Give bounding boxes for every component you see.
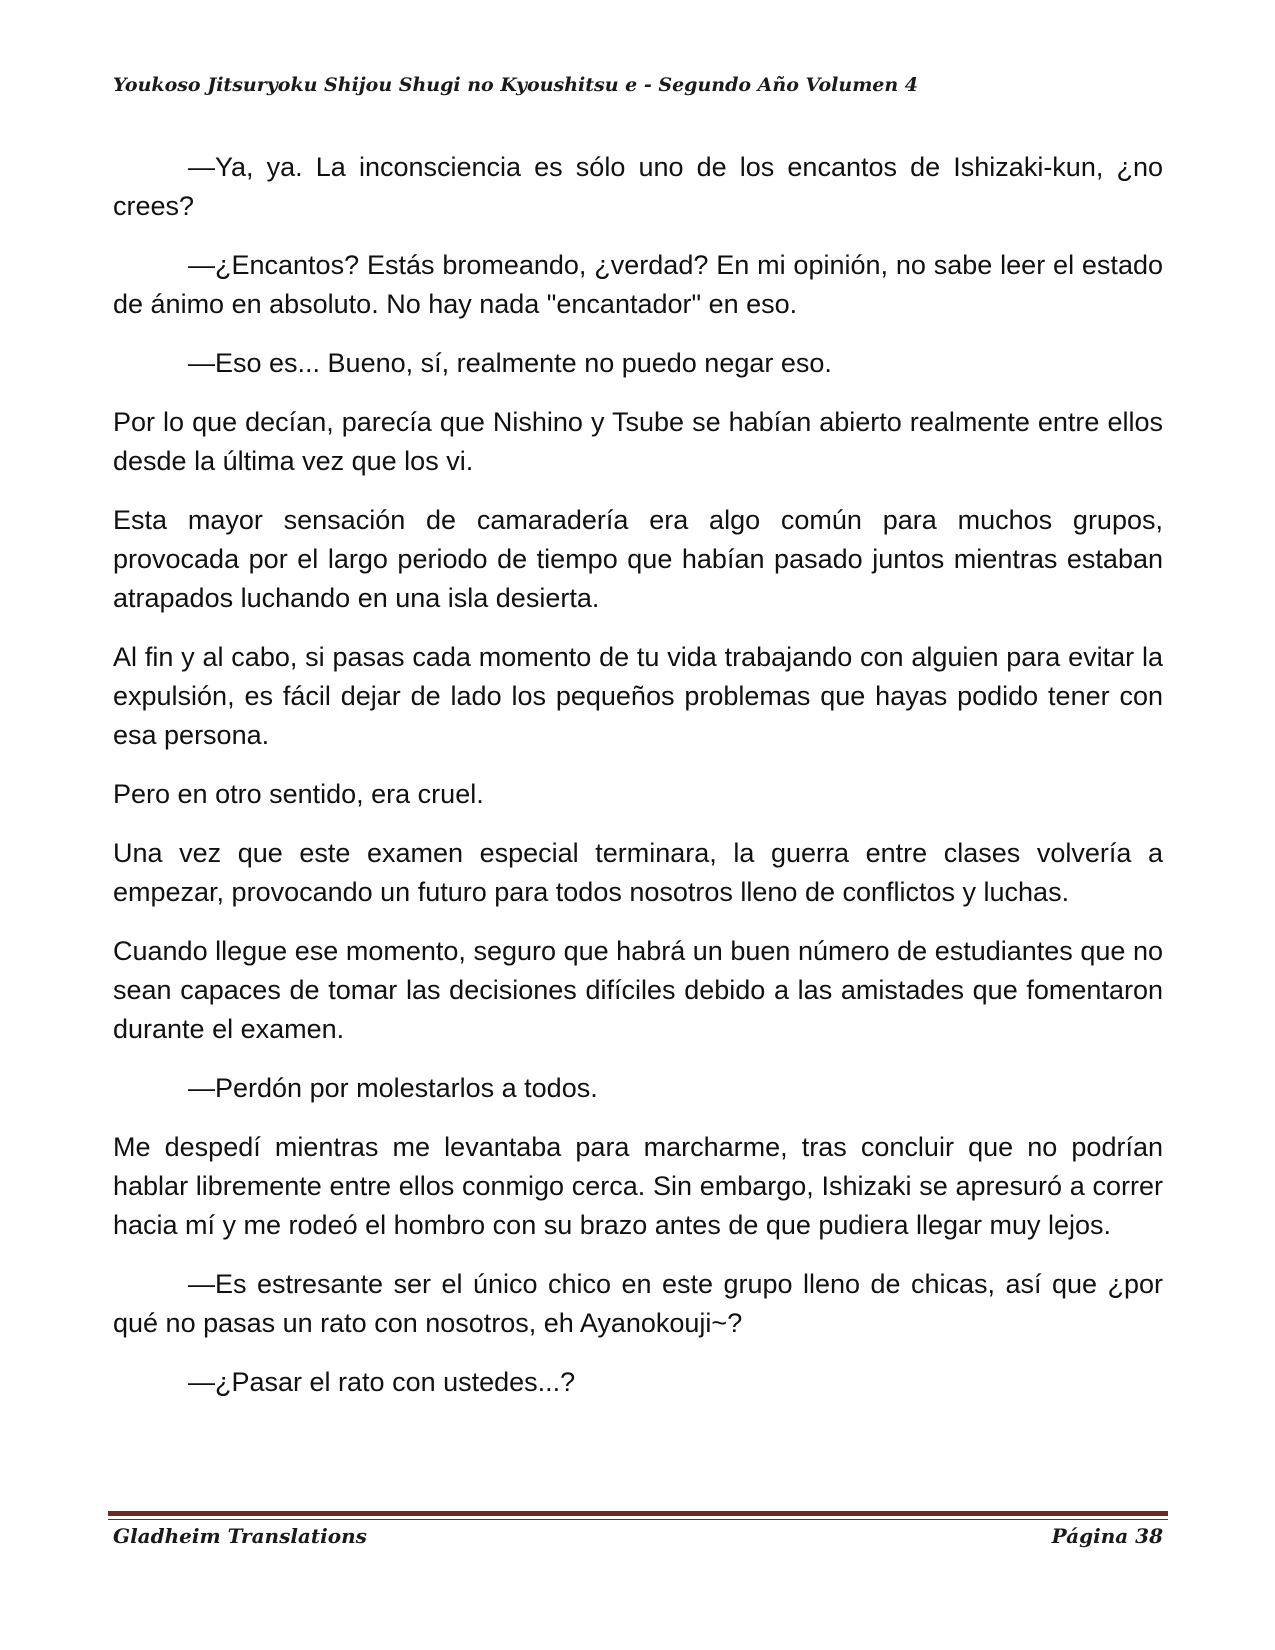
paragraph: —Es estresante ser el único chico en este grupo lleno de chicas, así que ¿por qué no pasas un rato con nosotros, eh Ayanokouji~? [113, 1269, 1163, 1338]
paragraph: —¿Pasar el rato con ustedes...? [188, 1367, 576, 1397]
paragraph: Al fin y al cabo, si pasas cada momento de tu vida trabajando con alguien para evitar la expulsión, es fácil dejar de lado los pequeños problemas que hayas podido tener con esa persona. [113, 642, 1163, 750]
paragraph: Una vez que este examen especial terminara, la guerra entre clases volvería a empezar, provocando un futuro para todos nosotros lleno de conflictos y luchas. [113, 838, 1163, 907]
paragraph: Me despedí mientras me levantaba para marcharme, tras concluir que no podrían hablar libremente entre ellos conmigo cerca. Sin embargo, Ishizaki se apresuró a correr hacia mí y me rodeó el hombro con su brazo antes de que pudiera llegar muy lejos. [113, 1132, 1163, 1240]
running-header: Youkoso Jitsuryoku Shijou Shugi no Kyoushitsu e - Segundo Año Volumen 4 [113, 74, 919, 96]
footer-divider [108, 1511, 1168, 1520]
footer-credit: Gladheim Translations [113, 1524, 367, 1548]
paragraph: —¿Encantos? Estás bromeando, ¿verdad? En mi opinión, no sabe leer el estado de ánimo en absoluto. No hay nada "encantador" en eso. [113, 250, 1163, 319]
page-number: Página 38 [1051, 1524, 1163, 1548]
paragraph: —Perdón por molestarlos a todos. [188, 1073, 598, 1103]
paragraph: —Eso es... Bueno, sí, realmente no puedo negar eso. [188, 348, 832, 378]
footer-rule-thin [108, 1519, 1168, 1520]
paragraph: Pero en otro sentido, era cruel. [113, 779, 484, 809]
footer-rule-thick [108, 1511, 1168, 1516]
page-body [113, 148, 1163, 1422]
paragraph: Por lo que decían, parecía que Nishino y Tsube se habían abierto realmente entre ellos desde la última vez que los vi. [113, 407, 1163, 476]
paragraph: Cuando llegue ese momento, seguro que habrá un buen número de estudiantes que no sean capaces de tomar las decisiones difíciles debido a las amistades que fomentaron durante el examen. [113, 936, 1163, 1044]
paragraph: Esta mayor sensación de camaradería era algo común para muchos grupos, provocada por el largo periodo de tiempo que habían pasado juntos mientras estaban atrapados luchando en una isla desierta. [113, 505, 1163, 613]
paragraph: —Ya, ya. La inconsciencia es sólo uno de los encantos de Ishizaki-kun, ¿no crees? [113, 152, 1163, 221]
